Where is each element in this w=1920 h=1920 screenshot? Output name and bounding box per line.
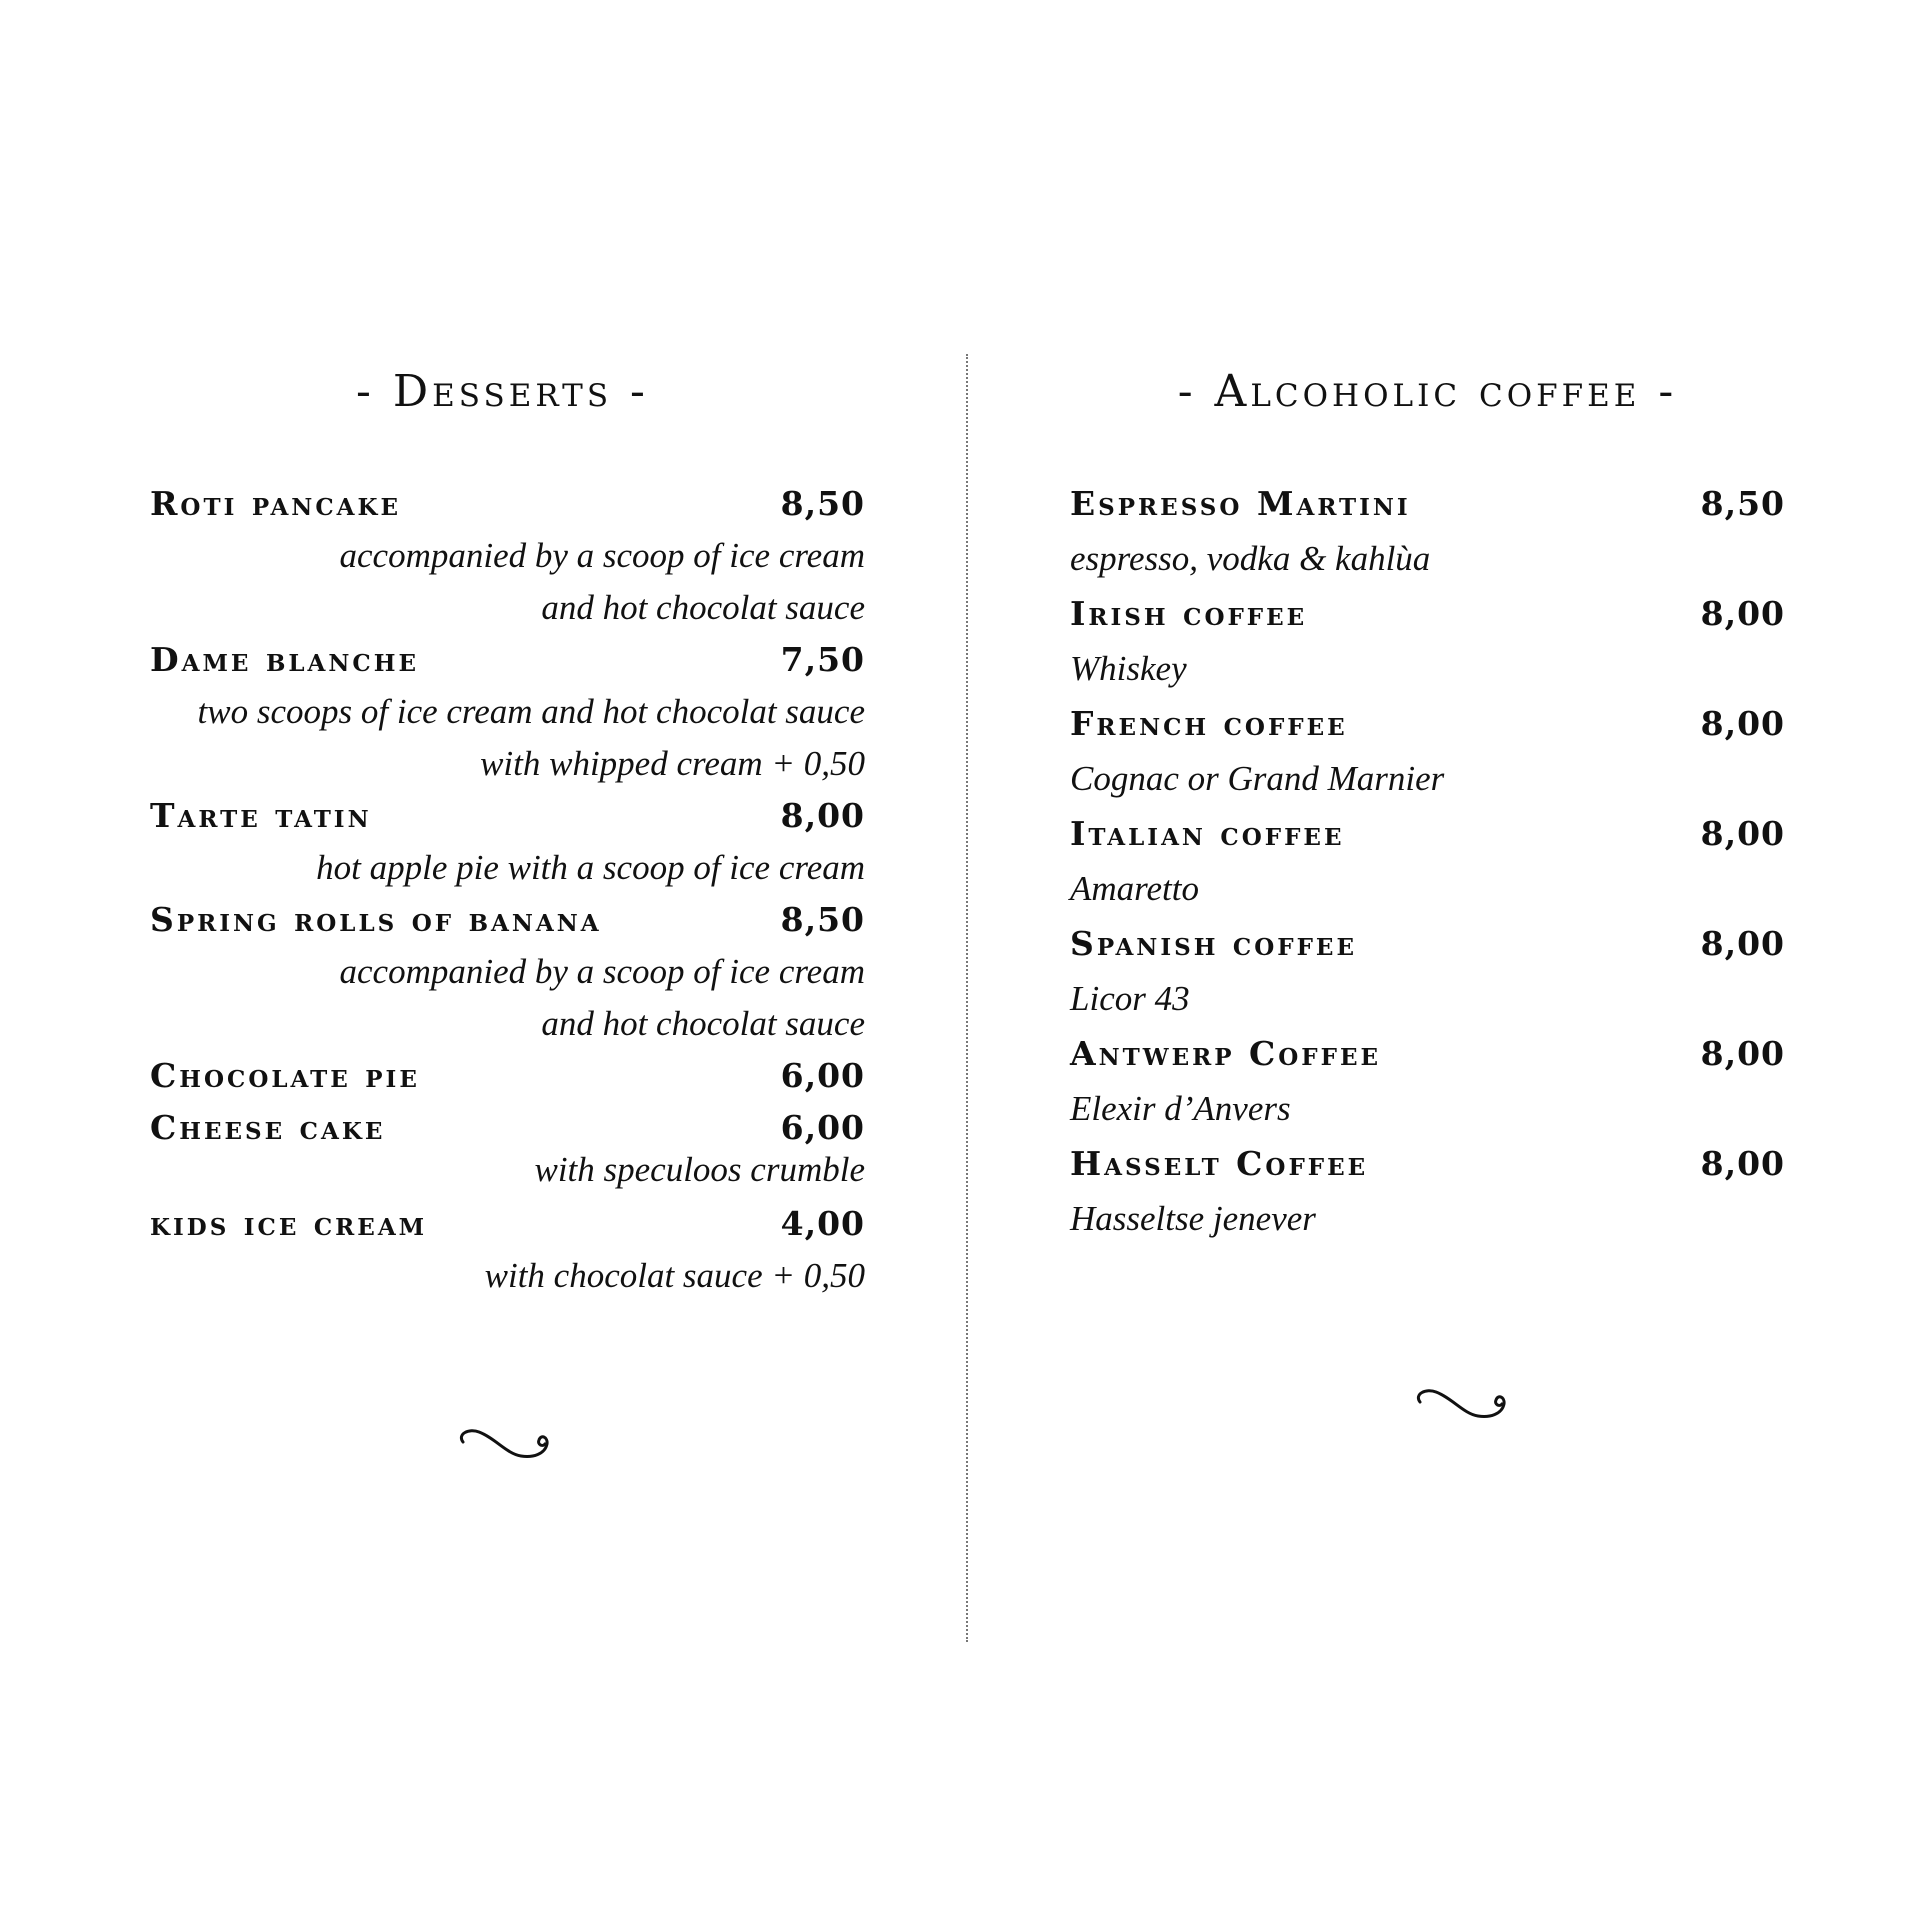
item-description: espresso, vodka & kahlùa [1070,539,1431,578]
item-price: 8,00 [1700,924,1785,963]
item-price: 4,00 [780,1204,865,1243]
item-description: with whipped cream + 0,50 [480,744,865,783]
item-price: 8,00 [1700,704,1785,743]
menu-item [1070,478,1785,530]
desserts-list [150,478,865,1302]
menu-item [150,1198,865,1250]
menu-item [150,1102,865,1154]
item-name: Antwerp Coffee [1070,1034,1382,1073]
item-price: 8,00 [1700,1034,1785,1073]
menu-item [1070,1028,1785,1080]
item-name: Espresso Martini [1070,484,1411,523]
column-divider [966,354,968,1642]
item-description: accompanied by a scoop of ice cream [339,536,865,575]
item-description: Cognac or Grand Marnier [1070,759,1445,798]
item-name: Spring rolls of banana [150,900,602,939]
item-name: Chocolate pie [150,1056,420,1095]
menu-item [150,634,865,686]
item-name: Spanish coffee [1070,924,1357,963]
menu-item [1070,588,1785,640]
item-price: 7,50 [780,640,865,679]
item-name: Tarte tatin [150,796,372,835]
item-price: 8,50 [780,900,865,939]
menu-item [150,478,865,530]
item-price: 6,00 [780,1056,865,1095]
alcoholic-coffee-title: - Alcoholic coffee - [1177,366,1678,417]
item-description: Whiskey [1070,649,1187,688]
item-description: Hasseltse jenever [1070,1199,1316,1238]
menu-item [150,790,865,842]
item-price: 6,00 [780,1108,865,1147]
item-description: and hot chocolat sauce [541,588,865,627]
menu-item [150,1050,865,1102]
item-price: 8,00 [1700,814,1785,853]
item-description: accompanied by a scoop of ice cream [339,952,865,991]
item-price: 8,50 [1700,484,1785,523]
item-name: kids ice cream [150,1204,428,1243]
item-price: 8,00 [1700,1144,1785,1183]
item-name: Italian coffee [1070,814,1345,853]
item-description: Amaretto [1070,869,1199,908]
alcoholic-coffee-section [1070,360,1785,1248]
item-name: Roti pancake [150,484,401,523]
item-name: Cheese cake [150,1108,386,1147]
menu-item [1070,698,1785,750]
desserts-title: - Desserts - [356,366,649,417]
item-description: hot apple pie with a scoop of ice cream [316,848,865,887]
menu-item [1070,1138,1785,1190]
desserts-section [150,360,865,1302]
menu-item [150,894,865,946]
item-name: Hasselt Coffee [1070,1144,1369,1183]
coffee-list [1070,478,1785,1248]
item-price: 8,00 [780,796,865,835]
item-description: with chocolat sauce + 0,50 [484,1256,865,1295]
item-description: Elexir d’Anvers [1070,1089,1291,1128]
item-description: and hot chocolat sauce [541,1004,865,1043]
menu-item [1070,808,1785,860]
flourish-ornament-icon [455,1420,555,1470]
item-description: with speculoos crumble [534,1150,865,1189]
item-description: two scoops of ice cream and hot chocolat sauce [197,692,865,731]
item-name: Dame blanche [150,640,419,679]
item-description: Licor 43 [1070,979,1190,1018]
item-name: Irish coffee [1070,594,1308,633]
item-name: French coffee [1070,704,1348,743]
menu-item [1070,918,1785,970]
item-price: 8,50 [780,484,865,523]
item-price: 8,00 [1700,594,1785,633]
flourish-ornament-icon [1412,1380,1512,1430]
